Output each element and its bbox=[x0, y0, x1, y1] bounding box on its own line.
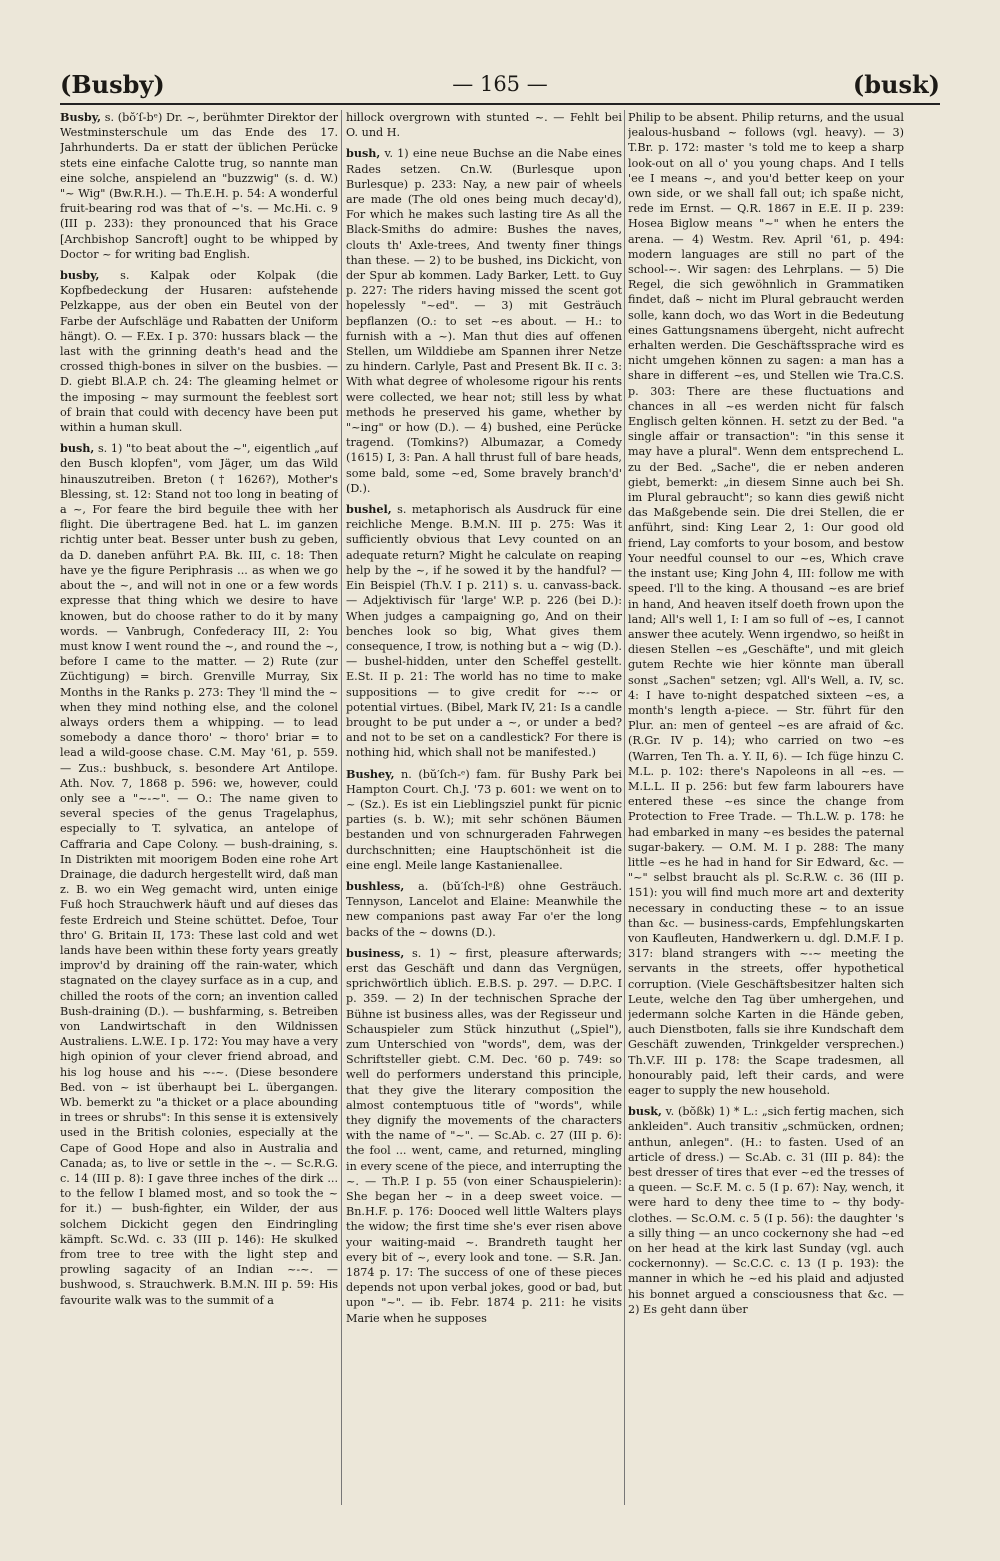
entry-text: Philip to be absent. Philip returns, and the usual jealous-husband ~ follows (vgl. heavy). — 3) T.Br. p. 172: master 's told me to keep a sharp look-out on all o' you young chaps. And I tells 'ee I means ~, and you'd better keep on your own side, or we shall fall out; ich spaße nicht, rede im Ernst. — Q.R. 1867 in E.E. II p. 239: Hosea Biglow means "~" when he enters the arena. — 4) Westm. Rev. April '61, p. 494: modern languages are still no part of the school-~. Wir sagen: des Lehrplans. — 5) Die Regel, die sich gewöhnlich in Grammatiken findet, daß ~ nicht im Plural gebraucht werden solle, kann doch, wo das Wort in die Bedeutung eines Gattungsnamens übergeht, nicht aufrecht erhalten werden. Die Geschäftssprache wird es nicht umgehen können zu sagen: a man has a share in different ~es, und Stellen wie Tra.C.S. p. 303: There are these fluctuations and chances in all ~es werden nicht für falsch Englisch gelten können. H. setzt zu der Bed. "a single affair or transaction": "in this sense it may have a plural". Wenn dem entsprechend L. zu der Bed. „Sache", die er neben anderen giebt, bemerkt: „in diesem Sinne auch bei Sh. im Plural gebraucht"; so kann dies gewiß nicht das Maßgebende sein. Die drei Stellen, die er anführt, sind: King Lear 2, 1: Our good old friend, Lay comforts to your bosom, and bestow Your needful counsel to our ~es, Which crave the instant use; King John 4, III: follow me with speed. I'll to the king. A thousand ~es are brief in hand, And heaven itself doeth frown upon the land; All's well 1, I: I am so full of ~es, I cannot answer thee acutely. Wenn irgendwo, so heißt in diesen Stellen ~es „Geschäfte", und mit gleich gutem Rechte wie hier könnte man überall sonst „Sachen" setzen; vgl. All's Well, a. IV, sc. 4: I have to-night despatched sixteen ~es, a month's length a-piece. — Str. führt für den Plur. an: men of genteel ~es are afraid of &c. (R.Gr. IV p. 14); who carried on two ~es (Warren, Ten Th. a. Y. II, 6). — Ich füge hinzu C. M.L. p. 102: there's Napoleons in all ~es. — M.L.L. II p. 256: but few farm labourers have entered these ~es since the change from Protection to Free Trade. — Th.L.W. p. 178: he had embarked in many ~es besides the paternal sugar-bakery. — O.M. M. I p. 288: The many little ~es he had in hand for Sir Edward, &c. — "~" selbst braucht als pl. Sc.R.W. c. 36 (III p. 151): you will find much more art and dexterity necessary in conducting these ~ to an issue than &c. — business-cards, Empfehlungskarten von Kaufleuten, Handwerkern u. dgl. D.M.F. I p. 317: bland strangers with ~-~ meeting the servants in the streets, offer hypothetical corruption. (Viele Geschäftsbesitzer halten sich Leute, welche den Tag über umhergehen, und jedermann solche Karten in die Hände geben, auch Dienstboten, falls sie ihre Kundschaft dem Geschäft zuwenden, Trinkgelder versprechen.) Th.V.F. III p. 178: the Scape tradesmen, all honourably paid, left their cards, and were eager to supply the new household. bbox=[628, 111, 904, 1097]
entry-text: v. 1) eine neue Buchse an die Nabe eines Rades setzen. Cn.W. (Burlesque upon Burlesque) p. 233: Nay, a new pair of wheels are made (The old ones being much decay'd), For which he makes such lasting tire As all the Black-Smiths do admire: Bushes the naves, clouts th' Axle-trees, And twenty finer things than these. — 2) to be bushed, ins Dickicht, von der Spur ab kommen. Lady Barker, Lett. to Guy p. 227: The riders having missed the scent got hopelessly "~ed". — 3) mit Gesträuch bepflanzen (O.: to set ~es about. — H.: to furnish with a ~). Man thut dies auf offenen Stellen, um Wilddiebe am Spannen ihrer Netze zu hindern. Carlyle, Past and Present Bk. II c. 3: With what degree of wholesome rigour his rents were collected, we hear not; still less by what methods he preserved his game, whether by "~ing" or how (D.). — 4) bushed, eine Perücke tragend. (Tomkins?) Albumazar, a Comedy (1615) I, 3: Pan. A hall thrust full of bare heads, some bald, some ~ed, Some bravely branch'd' (D.). bbox=[346, 147, 622, 495]
dictionary-entry bbox=[346, 110, 622, 140]
entry-headword: bush, bbox=[60, 441, 95, 456]
header-rule bbox=[60, 103, 940, 105]
dictionary-entry bbox=[346, 879, 622, 940]
page-header bbox=[60, 70, 940, 104]
dictionary-entry bbox=[60, 110, 338, 262]
text-column-3 bbox=[628, 110, 904, 1510]
entry-text: s. metaphorisch als Ausdruck für eine reichliche Menge. B.M.N. III p. 275: Was it sufficiently obvious that Levy counted on an adequate return? Might he calculate on reaping help by the ~, if he sowed it by the handful? — Ein Beispiel (Th.V. I p. 211) s. u. canvass-back. — Adjektivisch für 'large' W.P. p. 226 (bei D.): When judges a campaigning go, And on their benches look so big, What gives them consequence, I trow, is nothing but a ~ wig (D.). — bushel-hidden, unter den Scheffel gestellt. E.St. II p. 21: The world has no time to make suppositions — to give credit for ~-~ or potential virtues. (Bibel, Mark IV, 21: Is a candle brought to be put under a ~, or under a bed? and not to be set on a candlestick? For there is nothing hid, which shall not be manifested.) bbox=[346, 503, 622, 760]
dictionary-entry bbox=[60, 441, 338, 1308]
entry-text: s. (bŏ′ſ-bᵉ) Dr. ~, berühmter Direktor der Westminsterschule um das Ende des 17. Jahrhunderts. Da er statt der üblichen Perücke stets eine einfache Calotte trug, so nannte man eine solche, anspielend an "buzzwig" (s. d. W.) "~ Wig" (Bw.R.H.). — Th.E.H. p. 54: A wonderful fruit-bearing rod was that of ~'s. — Mc.Hi. c. 9 (III p. 233): they pronounced that his Grace [Archbishop Sancroft] ought to be whipped by Doctor ~ for writing bad English. bbox=[60, 111, 338, 261]
dictionary-entry bbox=[60, 268, 338, 435]
entry-text: s. 1) ~ first, pleasure afterwards; erst das Geschäft und dann das Vergnügen, sprichwörtlich üblich. E.B.S. p. 297. — D.P.C. I p. 359. — 2) In der technischen Sprache der Bühne ist business alles, was der Regisseur und Schauspieler zum Stück hinzuthut („Spiel"), zum Unterschied von "words", dem, was der Schriftsteller giebt. C.M. Dec. '60 p. 749: so well do performers understand this principle, that they give the literary composition the almost contemptuous title of "words", while they dignify the movements of the characters with the name of "~". — Sc.Ab. c. 27 (III p. 6): the fool ... went, came, and returned, mingling in every scene of the piece, and interrupting the ~. — Th.P. I p. 55 (von einer Schauspielerin): She began her ~ in a deep sweet voice. — Bn.H.F. p. 176: Dooced well little Walters plays the widow; the first time she's ever risen above your waiting-maid ~. Brandreth taught her every bit of ~, every look and tone. — S.R. Jan. 1874 p. 17: The success of one of these pieces depends not upon verbal jokes, good or bad, but upon "~". — ib. Febr. 1874 p. 211: he visits Marie when he supposes bbox=[346, 946, 622, 1325]
column-separator bbox=[624, 110, 625, 1505]
header-right-catchword: (busk) bbox=[852, 70, 940, 99]
entry-text: v. (bŏßk) 1) * L.: „sich fertig machen, sich ankleiden". Auch transitiv „schmücken, ordnen; anthun, anlegen". (H.: to fasten. Used of an article of dress.) — Sc.Ab. c. 31 (III p. 84): the best dresser of tires that ever ~ed the tresses of a queen. — Sc.F. M. c. 5 (I p. 67): Nay, wench, it were hard to deny thee time to ~ thy body-clothes. — Sc.O.M. c. 5 (I p. 56): the daughter 's a silly thing — an unco cockernony she had ~ed on her head at the kirk last Sunday (vgl. auch cockernonny). — Sc.C.C. c. 13 (I p. 193): the manner in which he ~ed his plaid and adjusted his bonnet argued a consciousness that &c. — 2) Es geht dann über bbox=[628, 1105, 904, 1316]
dictionary-entry bbox=[346, 767, 622, 873]
entry-headword: busby, bbox=[60, 268, 100, 283]
dictionary-entry bbox=[628, 110, 904, 1098]
entry-headword: business, bbox=[346, 945, 405, 960]
entry-headword: bush, bbox=[346, 146, 381, 161]
dictionary-entry bbox=[346, 502, 622, 760]
entry-text: s. Kalpak oder Kolpak (die Kopfbedeckung der Husaren: aufstehende Pelzkappe, aus der oben ein Beutel von der Farbe der Aufschläge und Rabatten der Uniform hängt). O. — F.Ex. I p. 370: hussars black — the last with the grinning death's head and the crossed thigh-bones in silver on the busbies. — D. giebt Bl.A.P. ch. 24: The gleaming helmet or the imposing ~ may surmount the feeblest sort of brain that could with decency have been put within a human skull. bbox=[60, 269, 338, 435]
entry-text: hillock overgrown with stunted ~. — Fehlt bei O. und H. bbox=[346, 111, 622, 140]
header-left-catchword: (Busby) bbox=[60, 70, 165, 99]
entry-text: n. (bŭ′ſch-ᵉ) fam. für Bushy Park bei Hampton Court. Ch.J. '73 p. 601: we went on to ~ (Sz.). Es ist ein Lieblingsziel punkt für picnic parties (s. b. W.); mit sehr schönen Bäumen bestanden und von schnurgeraden Fahrwegen durchschnitten; eine Hauptschönheit ist die eine engl. Meile lange Kastanienallee. bbox=[346, 767, 622, 872]
entry-headword: bushel, bbox=[346, 502, 392, 517]
page-number: — 165 — bbox=[452, 72, 548, 96]
entry-headword: bushless, bbox=[346, 878, 405, 893]
text-column-1 bbox=[60, 110, 338, 1510]
entry-text: a. (bŭ′ſch-lᵉß) ohne Gesträuch. Tennyson, Lancelot and Elaine: Meanwhile the new companions past away Far o'er the long backs of the ~ downs (D.). bbox=[346, 879, 622, 939]
column-separator bbox=[341, 110, 342, 1505]
entry-text: s. 1) "to beat about the ~", eigentlich „auf den Busch klopfen", vom Jäger, um das Wild hinauszutreiben. Breton († 1626?), Mother's Blessing, st. 12: Stand not too long in beating of a ~, For feare the bird beguile thee with her flight. Die übertragene Bed. hat L. im ganzen richtig unter beat. Besser unter bush zu geben, da D. daneben anführt P.A. Bk. III, c. 18: Then have ye the figure Periphrasis ... as when we go about the ~, and will not in one or a few words expresse that thing which we desire to have knowen, but do choose rather to do it by many words. — Vanbrugh, Confederacy III, 2: You must know I went round the ~, and round the ~, before I came to the matter. — 2) Rute (zur Züchtigung) = birch. Grenville Murray, Six Months in the Ranks p. 273: They 'll mind the ~ when they mind nothing else, and the colonel always orders them a whipping. — to lead somebody a dance thoro' ~ thoro' briar = to lead a wild-goose chase. C.M. May '61, p. 559. — Zus.: bushbuck, s. besondere Art Antilope. Ath. Nov. 7, 1868 p. 596: we, however, could only see a "~-~". — O.: The name given to several species of the genus Tragelaphus, especially to T. sylvatica, an antelope of Caffraria and Cape Colony. — bush-draining, s. In Distrikten mit moorigem Boden eine rohe Art Drainage, die dadurch hergestellt wird, daß man z. B. wo ein Weg gemacht wird, unten einige Fuß hoch Strauchwerk häuft und auf dieses das feste Erdreich und Steine schüttet. Defoe, Tour thro' G. Britain II, 173: These last cold and wet lands have been within these forty years greatly improv'd by draining off the rain-water, which stagnated on the clayey surface as in a cup, and chilled the roots of the corn; an invention called Bush-draining (D.). — bushfarming, s. Betreiben von Landwirtschaft in den Wildnissen Australiens. L.W.E. I p. 172: You may have a very high opinion of your clever friend abroad, and his log house and his ~-~. (Diese besondere Bed. von ~ ist überhaupt bei L. übergangen. Wb. bemerkt zu "a thicket or a place abounding in trees or shrubs": In this sense it is extensively used in the British colonies, especially at the Cape of Good Hope and also in Australia and Canada; as, to live or settle in the ~. — Sc.R.G. c. 14 (III p. 8): I gave three inches of the dirk ... to the fellow I blamed most, and so took the ~ for it.) — bush-fighter, ein Wilder, der aus solchem Dickicht gegen den Eindringling kämpft. Sc.Wd. c. 33 (III p. 146): He skulked from tree to tree with the light step and prowling sagacity of an Indian ~-~. — bushwood, s. Strauchwerk. B.M.N. III p. 59: His favourite walk was to the summit of a bbox=[60, 442, 338, 1307]
dictionary-entry bbox=[628, 1104, 904, 1317]
text-column-2 bbox=[346, 110, 622, 1510]
dictionary-entry bbox=[346, 946, 622, 1326]
entry-headword: busk, bbox=[628, 1104, 662, 1119]
dictionary-entry bbox=[346, 146, 622, 496]
entry-headword: Busby, bbox=[60, 110, 102, 124]
entry-headword: Bushey, bbox=[346, 766, 395, 781]
